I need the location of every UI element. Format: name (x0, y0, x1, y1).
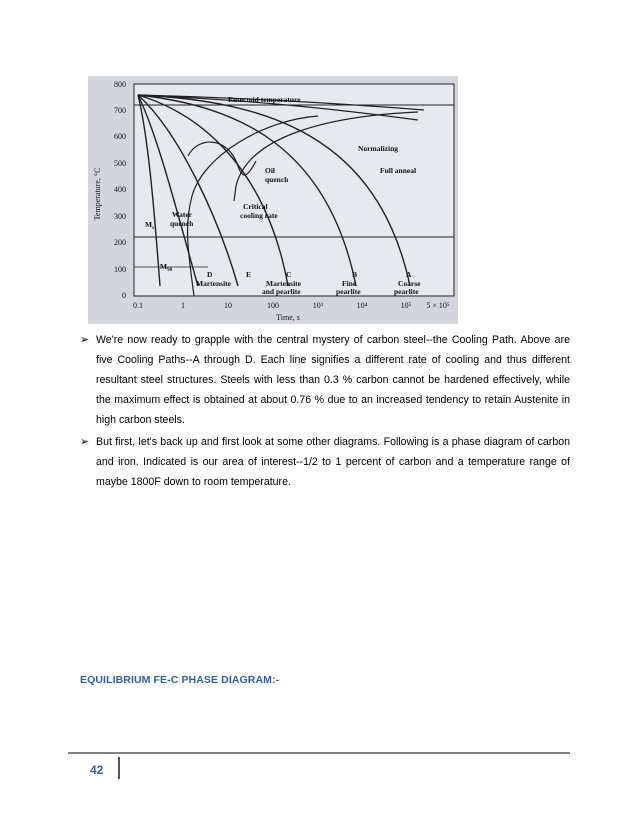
water-quench-label-2: quench (170, 219, 194, 228)
footer-divider (68, 752, 570, 754)
page-number-divider (118, 757, 120, 779)
full-anneal-label: Full anneal (380, 166, 417, 175)
y-tick-label: 500 (114, 159, 126, 168)
y-tick-label: 200 (114, 238, 126, 247)
paragraph-phase-diagram (80, 432, 570, 492)
y-tick-label: 700 (114, 106, 126, 115)
y-tick-label: 400 (114, 185, 126, 194)
x-tick-label: 10 (224, 301, 232, 310)
arrow-bullet-icon: ➢ (80, 436, 90, 448)
x-tick-label: 10³ (312, 301, 324, 310)
y-axis-title: Temperature, °C (93, 167, 102, 221)
paragraph-text: But first, let's back up and first look at some other diagrams. Following is a phase diagram of carbon and iron. Indicated is our area of interest--1/2 to 1 percent of carbon and a temperature range of maybe 1800F down to room temperature. (96, 436, 570, 488)
paragraph-cooling-path (80, 330, 570, 430)
oil-quench-label-2: quench (265, 175, 289, 184)
y-tick-label: 0 (122, 291, 126, 300)
section-heading: EQUILIBRIUM FE-C PHASE DIAGRAM:- (80, 674, 280, 686)
critical-rate-label-1: Critical (243, 202, 268, 211)
y-tick-label: 100 (114, 265, 126, 274)
paragraph-text: We're now ready to grapple with the central mystery of carbon steel--the Cooling Path. Above are five Cooling Paths--A through D. Each line signifies a different rate of cooling and thus different resultant steel structures. Steels with less than 0.3 % carbon cannot be hardened effectively, while the maximum effect is obtained at about 0.76 % due to an increased tendency to retain Austenite in high carbon steels. (96, 334, 570, 426)
fine-pearlite-label-2: pearlite (336, 287, 361, 296)
page-number: 42 (90, 763, 104, 777)
normalizing-label: Normalizing (358, 144, 398, 153)
critical-rate-label-2: cooling rate (240, 211, 278, 220)
x-tick-label: 10⁴ (356, 301, 368, 310)
fine-pearlite-label-1: Fine (342, 279, 357, 288)
x-tick-label: 0.1 (133, 301, 143, 310)
y-tick-label: 800 (114, 80, 126, 89)
curve-a-label: A (406, 270, 412, 279)
curve-b-label: B (352, 270, 358, 279)
x-tick-label: 5 × 10⁵ (426, 301, 450, 310)
martensite-pearlite-label-1: Martensite (266, 279, 301, 288)
x-tick-label: 1 (181, 301, 185, 310)
eutectoid-label: Eutectoid temperature (228, 95, 301, 104)
martensite-label: Martensite (196, 279, 231, 288)
x-tick-label: 100 (267, 301, 279, 310)
oil-quench-label-1: Oil (265, 166, 276, 175)
martensite-pearlite-label-2: and pearlite (262, 287, 301, 296)
curve-d-label: D (207, 270, 213, 279)
arrow-bullet-icon: ➢ (80, 334, 90, 346)
y-tick-label: 600 (114, 132, 126, 141)
plot-area (134, 84, 454, 296)
x-tick-label: 10⁵ (400, 301, 412, 310)
water-quench-label-1: Water (172, 210, 192, 219)
m90-label: $M_{90}$ (160, 262, 173, 273)
coarse-pearlite-label-2: pearlite (394, 287, 419, 296)
x-axis-title: Time, s (276, 313, 300, 322)
curve-e-label: E (246, 270, 252, 279)
ms-label: $M_s$ (145, 220, 155, 231)
curve-c-label: C (286, 270, 292, 279)
cooling-curve-figure (88, 76, 458, 324)
cooling-curve-svg (88, 76, 458, 324)
y-tick-label: 300 (114, 212, 126, 221)
coarse-pearlite-label-1: Coarse (398, 279, 421, 288)
